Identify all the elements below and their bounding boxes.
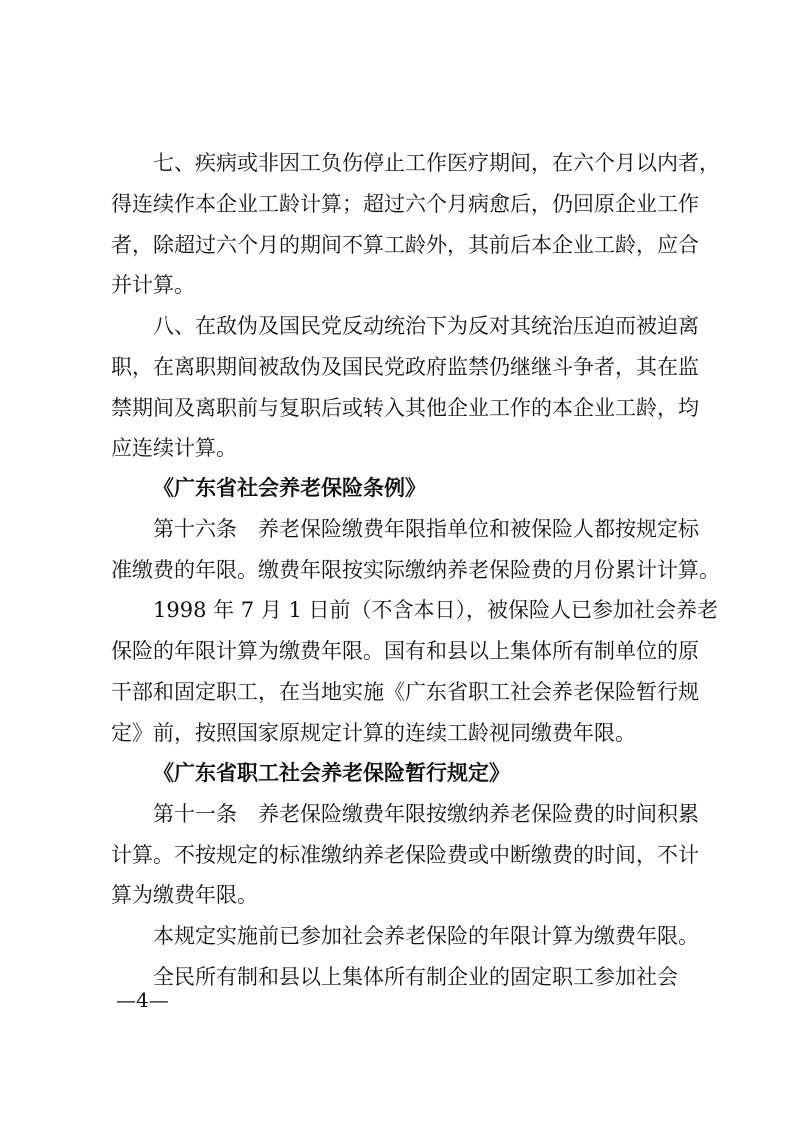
page-number: —4— (116, 988, 169, 1012)
paragraph-7-line-1: 七、疾病或非因工负伤停止工作医疗期间，在六个月以内者， (153, 151, 720, 175)
section-2-paragraph-2: 本规定实施前已参加社会养老保险的年限计算为缴费年限。 (153, 924, 699, 948)
section-1-paragraph-2-line-3: 干部和固定职工，在当地实施《广东省职工社会养老保险暂行规 (111, 680, 699, 704)
section-1-paragraph-2-line-2: 保险的年限计算为缴费年限。国有和县以上集体所有制单位的原 (111, 639, 699, 663)
paragraph-7-line-4: 并计算。 (111, 273, 195, 297)
paragraph-7-line-2: 得连续作本企业工龄计算；超过六个月病愈后，仍回原企业工作 (111, 192, 699, 216)
paragraph-7-line-3: 者，除超过六个月的期间不算工龄外，其前后本企业工龄，应合 (111, 233, 699, 257)
section-2-paragraph-3-line-1: 全民所有制和县以上集体所有制企业的固定职工参加社会 (153, 965, 678, 989)
paragraph-8-line-1: 八、在敌伪及国民党反动统治下为反对其统治压迫而被迫离 (153, 314, 699, 338)
article-16-line-1: 第十六条 养老保险缴费年限指单位和被保险人都按规定标 (153, 517, 699, 541)
paragraph-8-line-2: 职，在离职期间被敌伪及国民党政府监禁仍继继斗争者，其在监 (111, 355, 699, 379)
article-16-line-2: 准缴费的年限。缴费年限按实际缴纳养老保险费的月份累计计算。 (111, 558, 720, 582)
section-1-paragraph-2-line-1: 1998 年 7 月 1 日前（不含本日），被保险人已参加社会养老 (153, 598, 719, 622)
paragraph-8-line-3: 禁期间及离职前与复职后或转入其他企业工作的本企业工龄，均 (111, 396, 699, 420)
article-11-line-2: 计算。不按规定的标准缴纳养老保险费或中断缴费的时间，不计 (111, 843, 699, 867)
section-heading-guangdong-worker-pension-interim-provisions: 《广东省职工社会养老保险暂行规定》 (153, 761, 510, 785)
paragraph-8-line-4: 应连续计算。 (111, 436, 237, 460)
article-11-line-1: 第十一条 养老保险缴费年限按缴纳养老保险费的时间积累 (153, 802, 699, 826)
section-heading-guangdong-social-pension-regulation: 《广东省社会养老保险条例》 (153, 476, 426, 500)
section-1-paragraph-2-line-4: 定》前，按照国家原规定计算的连续工龄视同缴费年限。 (111, 721, 636, 745)
article-11-line-3: 算为缴费年限。 (111, 883, 258, 907)
